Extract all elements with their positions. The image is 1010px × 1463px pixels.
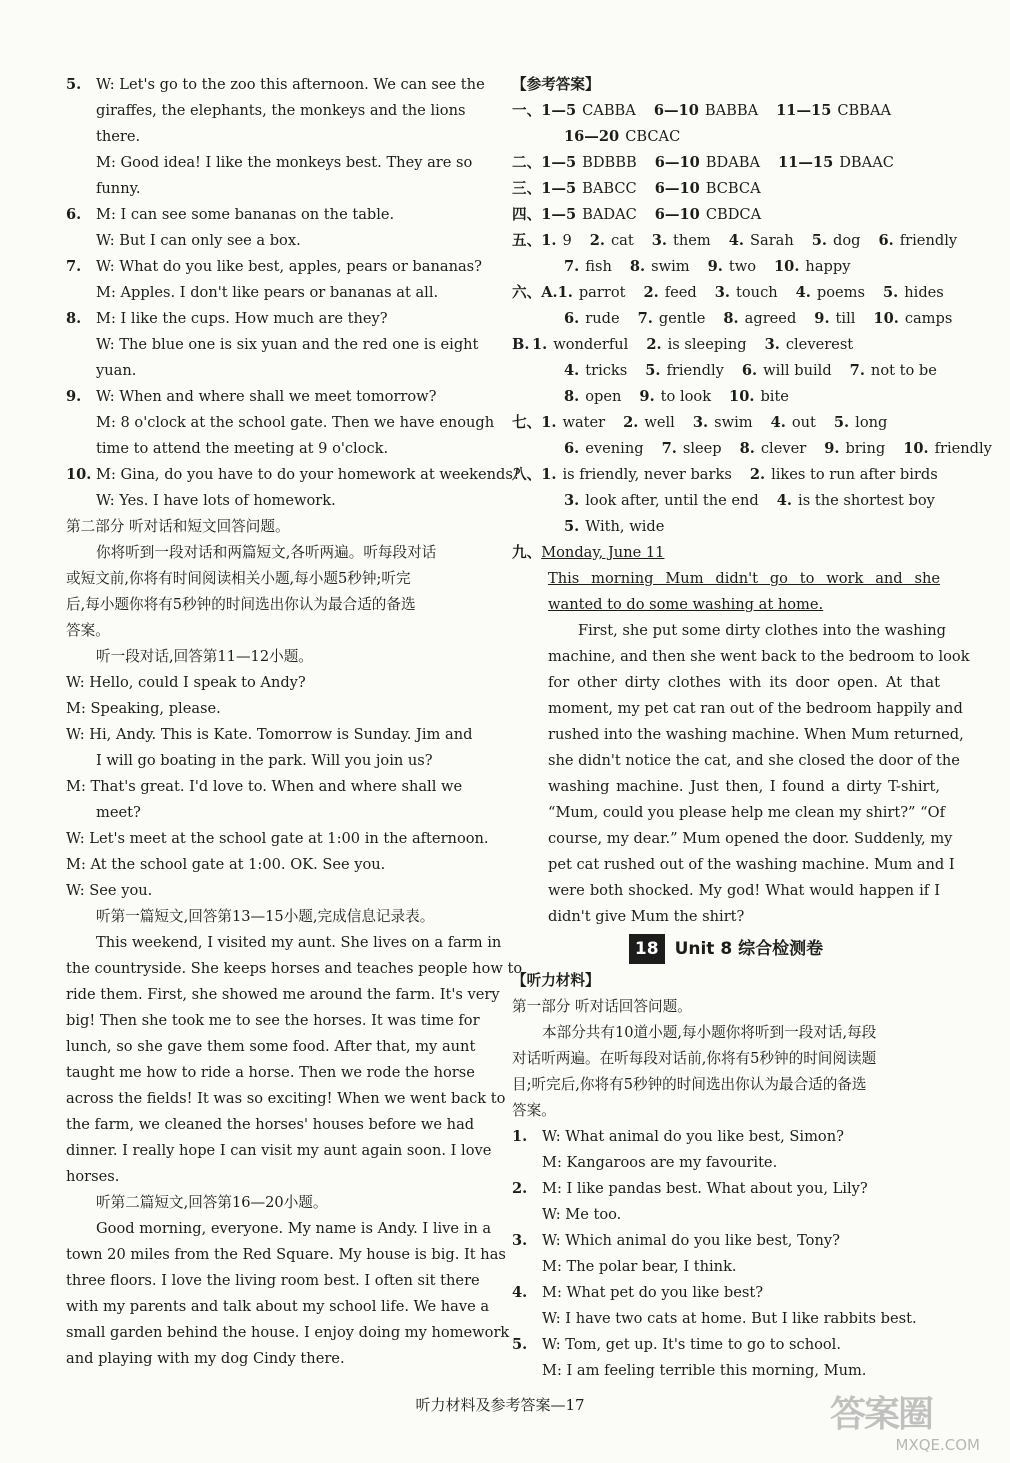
dialogue-text: W: What do you like best, apples, pears or bananas? (96, 258, 482, 275)
answer-number: 1. (541, 414, 557, 431)
answer-number: 10. (729, 388, 755, 405)
answer-number: 9. (824, 440, 840, 457)
section-label: 二、 (512, 154, 542, 171)
text-line: horses. (66, 1168, 120, 1185)
dialogue-line (66, 306, 490, 332)
composition-line: washing machine. Just then, I found a dirty T-shirt, (548, 778, 940, 795)
answer-number: 5. (883, 284, 899, 301)
text-line: I will go boating in the park. Will you join us? (96, 752, 433, 769)
text-line: W: Hi, Andy. This is Kate. Tomorrow is Sunday. Jim and (66, 726, 473, 743)
answer-value: them (673, 232, 711, 249)
answer-number: 8. (564, 388, 580, 405)
answer-value: agreed (744, 310, 797, 327)
answer-value: is sleeping (667, 336, 747, 353)
text-line: the farm, we cleaned the horses' houses before we had (66, 1116, 475, 1133)
dialogue-line: W: Me too. (542, 1206, 622, 1223)
dialogue-line: W: The blue one is six yuan and the red one is eight (96, 336, 479, 353)
answer-number: 9. (639, 388, 655, 405)
dialogue-text: W: When and where shall we meet tomorrow? (96, 388, 437, 405)
right-column (512, 72, 992, 1384)
text-line: W: Let's meet at the school gate at 1:00 in the afternoon. (66, 830, 489, 847)
dialogue-text: W: What animal do you like best, Simon? (542, 1128, 844, 1145)
part-one-title: 第一部分 听对话回答问题。 (512, 998, 692, 1015)
question-number: 10. (66, 466, 92, 483)
watermark-site: MXQE.COM (895, 1436, 980, 1454)
question-number: 5. (66, 76, 82, 93)
dialogue-line: M: I am feeling terrible this morning, Mum. (542, 1362, 867, 1379)
answer-value: swim (651, 258, 690, 275)
composition-opening-line: This morning Mum didn't go to work and she (548, 570, 940, 587)
answer-value: to look (660, 388, 712, 405)
dialogue-line (512, 1176, 940, 1202)
dialogue-line: giraffes, the elephants, the monkeys and the lions (96, 102, 466, 119)
question-number: 7. (66, 258, 82, 275)
dialogue-line (66, 384, 490, 410)
answer-number: 11—15 (778, 154, 834, 171)
answer-number: 8. (723, 310, 739, 327)
answer-value: is friendly, never barks (562, 466, 732, 483)
dialogue-text: M: I like the cups. How much are they? (96, 310, 388, 327)
dialogue-line: M: Apples. I don't like pears or bananas at all. (96, 284, 439, 301)
answer-value: out (791, 414, 816, 431)
answer-value: BADAC (582, 206, 637, 223)
dialogue-line (66, 72, 490, 98)
dialogue-line: M: Kangaroos are my favourite. (542, 1154, 778, 1171)
dialogue-line (512, 1280, 940, 1306)
answer-value: fish (585, 258, 612, 275)
answer-number: 1. (541, 232, 557, 249)
text-line: three floors. I love the living room best. I often sit there (66, 1272, 480, 1289)
answer-number: 1. (557, 284, 573, 301)
answer-number: 7. (637, 310, 653, 327)
answer-value: will build (763, 362, 832, 379)
answer-value: bring (845, 440, 886, 457)
composition-line: machine, and then she went back to the bedroom to look (548, 648, 970, 665)
answer-value: friendly (666, 362, 724, 379)
paragraph-line: This weekend, I visited my aunt. She lives on a farm in (96, 934, 502, 951)
answer-row (512, 202, 940, 228)
answer-number: 6. (564, 310, 580, 327)
composition-line: didn't give Mum the shirt? (548, 908, 745, 925)
answer-row (512, 462, 940, 488)
answer-number: 9. (707, 258, 723, 275)
text-line: 或短文前,你将有时间阅读相关小题,每小题5秒钟;听完 (66, 570, 411, 587)
dialogue-line: yuan. (96, 362, 137, 379)
section-label: B. (512, 336, 530, 353)
answer-number: 4. (728, 232, 744, 249)
text-line: dinner. I really hope I can visit my aunt again soon. I love (66, 1142, 492, 1159)
answer-number: 2. (589, 232, 605, 249)
composition-line: rushed into the washing machine. When Mum returned, (548, 726, 964, 743)
answer-number: 1—5 (541, 154, 577, 171)
dialogue-line: W: But I can only see a box. (96, 232, 301, 249)
text-line: small garden behind the house. I enjoy doing my homework (66, 1324, 510, 1341)
answer-value: 9 (562, 232, 572, 249)
part-one-dialogues (512, 1124, 940, 1384)
answer-number: 3. (692, 414, 709, 431)
question-number: 6. (66, 206, 82, 223)
answer-value: CBCAC (625, 128, 681, 145)
answer-value: touch (736, 284, 778, 301)
answer-number: 6—10 (654, 180, 700, 197)
text-line: 答案。 (66, 622, 110, 639)
answer-number: 6. (741, 362, 758, 379)
text-line: 第二部分 听对话和短文回答问题。 (66, 518, 290, 535)
answer-row (512, 280, 944, 306)
answer-number: 4. (795, 284, 811, 301)
composition-line: she didn't notice the cat, and she closed the door of the (548, 752, 960, 769)
composition-line: were both shocked. My god! What would happen if I (548, 882, 940, 899)
answer-number: 6—10 (653, 102, 699, 119)
answer-number: 1. (532, 336, 548, 353)
answer-number: 10. (903, 440, 929, 457)
answer-number: 3. (764, 336, 780, 353)
answer-number: 2. (643, 284, 659, 301)
question-number: 1. (512, 1128, 528, 1145)
composition-line: pet cat rushed out of the washing machine. Mum and I (548, 856, 955, 873)
instruction-line: 答案。 (512, 1102, 556, 1119)
answer-value: Sarah (750, 232, 794, 249)
answer-value: friendly (899, 232, 958, 249)
answer-value: evening (585, 440, 644, 457)
text-line: M: At the school gate at 1:00. OK. See you. (66, 856, 386, 873)
dialogue-text: M: I like pandas best. What about you, Lily? (542, 1180, 868, 1197)
answer-number: 16—20 (564, 128, 620, 145)
part-one-instructions (512, 1020, 940, 1124)
answer-number: 1—5 (541, 206, 577, 223)
answer-value: well (644, 414, 675, 431)
answer-key (512, 98, 992, 540)
answer-value: two (728, 258, 757, 275)
answer-number: 3. (564, 492, 580, 509)
answer-number: 2. (646, 336, 662, 353)
answer-row (512, 410, 940, 436)
page-footer: 听力材料及参考答案—17 (415, 1396, 585, 1414)
instruction-line: 本部分共有10道小题,每小题你将听到一段对话,每段 (542, 1024, 877, 1041)
answer-value: dog (833, 232, 861, 249)
text-line: lunch, so she gave them some food. After that, my aunt (66, 1038, 476, 1055)
answer-value: hides (904, 284, 944, 301)
answer-number: 7. (564, 258, 580, 275)
answer-value: cleverest (785, 336, 854, 353)
dialogue-line (512, 1332, 940, 1358)
answer-row (512, 384, 940, 410)
paragraph-line: 听一段对话,回答第11—12小题。 (96, 648, 313, 665)
answer-value: happy (805, 258, 851, 275)
section-label: 三、 (512, 180, 542, 197)
answer-number: 5. (564, 518, 580, 535)
answer-number: 1—5 (541, 102, 577, 119)
answer-value: likes to run after birds (771, 466, 938, 483)
dialogue-text: M: Gina, do you have to do your homework at weekends? (96, 466, 521, 483)
answer-number: 6. (878, 232, 894, 249)
text-line: meet? (96, 804, 141, 821)
answer-number: 8. (739, 440, 755, 457)
answer-row (512, 358, 940, 384)
answer-value: look after, until the end (585, 492, 759, 509)
unit-heading (512, 934, 940, 964)
text-line: W: See you. (66, 882, 153, 899)
answer-value: BDBBB (582, 154, 637, 171)
watermark-logo (830, 1395, 990, 1459)
answer-value: parrot (578, 284, 626, 301)
answer-number: 3. (714, 284, 731, 301)
section-label: 六、A. (512, 284, 558, 301)
text-line: ride them. First, she showed me around the farm. It's very (66, 986, 500, 1003)
answer-value: open (585, 388, 622, 405)
answer-row (512, 306, 953, 332)
dialogue-line: time to attend the meeting at 9 o'clock. (96, 440, 389, 457)
dialogue-line: M: The polar bear, I think. (542, 1258, 737, 1275)
composition-line: moment, my pet cat ran out of the bedroom happily and (548, 700, 963, 717)
dialogue-text: M: I can see some bananas on the table. (96, 206, 395, 223)
answer-value: With, wide (585, 518, 665, 535)
answer-value: is the shortest boy (798, 492, 935, 509)
text-line: across the fields! It was so exciting! When we went back to (66, 1090, 506, 1107)
answer-row (512, 150, 940, 176)
text-line: W: Hello, could I speak to Andy? (66, 674, 306, 691)
section-label: 四、 (512, 206, 542, 223)
answer-number: 5. (645, 362, 661, 379)
dialogue-line: M: Good idea! I like the monkeys best. They are so (96, 154, 473, 171)
answer-number: 4. (776, 492, 793, 509)
text-line: with my parents and talk about my school life. We have a (66, 1298, 490, 1315)
dialogue-line (66, 254, 490, 280)
text-line: the countryside. She keeps horses and teaches people how to (66, 960, 523, 977)
answer-row (512, 98, 940, 124)
watermark-mark: 答案圈 (830, 1394, 933, 1435)
question-number: 8. (66, 310, 82, 327)
answer-value: tricks (585, 362, 628, 379)
answer-value: cat (611, 232, 634, 249)
answer-number: 5. (811, 232, 828, 249)
answers-header: 【参考答案】 (512, 76, 600, 93)
answer-value: rude (585, 310, 620, 327)
answer-number: 9. (814, 310, 830, 327)
composition-date-line (512, 540, 940, 566)
answer-row (512, 332, 940, 358)
question-number: 4. (512, 1284, 528, 1301)
dialogue-line: W: Yes. I have lots of homework. (96, 492, 336, 509)
text-line: M: Speaking, please. (66, 700, 221, 717)
answer-value: BDABA (705, 154, 761, 171)
answer-number: 7. (661, 440, 677, 457)
answer-value: water (562, 414, 606, 431)
answer-row (512, 124, 940, 150)
answer-row (512, 514, 940, 540)
answer-value: wonderful (553, 336, 629, 353)
answer-number: 10. (873, 310, 899, 327)
dialogue-text: M: What pet do you like best? (542, 1284, 764, 1301)
section-label: 一、 (512, 102, 542, 119)
text-line: and playing with my dog Cindy there. (66, 1350, 345, 1367)
composition-line: First, she put some dirty clothes into the washing (578, 622, 946, 639)
answer-number: 2. (749, 466, 766, 483)
instruction-line: 目;听完后,你将有5秒钟的时间选出你认为最合适的备选 (512, 1076, 867, 1093)
answer-value: CBDCA (705, 206, 762, 223)
answer-value: till (835, 310, 856, 327)
composition-line: “Mum, could you please help me clean my shirt?” “Of (548, 804, 945, 821)
answer-value: clever (760, 440, 807, 457)
answer-value: BCBCA (705, 180, 761, 197)
composition-answer (512, 540, 970, 930)
dialogue-line (512, 1228, 940, 1254)
text-line: 后,每小题你将有5秒钟的时间选出你认为最合适的备选 (66, 596, 416, 613)
question-number: 9. (66, 388, 82, 405)
paragraph-line: Good morning, everyone. My name is Andy. I live in a (96, 1220, 492, 1237)
answer-number: 8. (629, 258, 646, 275)
answer-row (512, 436, 992, 462)
dialogue-line (512, 1124, 940, 1150)
composition-line: course, my dear.” Mum opened the door. Suddenly, my (548, 830, 953, 847)
answer-number: 3. (651, 232, 667, 249)
listening-header: 【听力材料】 (512, 972, 600, 989)
section-label: 五、 (512, 232, 542, 249)
section-label: 九、 (512, 544, 542, 561)
question-number: 5. (512, 1336, 528, 1353)
answer-value: sleep (682, 440, 722, 457)
answer-number: 5. (833, 414, 850, 431)
answer-row (512, 228, 958, 254)
answer-row (512, 488, 940, 514)
section-label: 七、 (512, 414, 542, 431)
answer-number: 1—5 (541, 180, 577, 197)
answer-value: friendly (934, 440, 992, 457)
dialogue-line: there. (96, 128, 141, 145)
dialogue-line (66, 202, 490, 228)
dialogue-text: W: Tom, get up. It's time to go to school. (542, 1336, 841, 1353)
text-line: town 20 miles from the Red Square. My house is big. It has (66, 1246, 506, 1263)
answer-number: 6. (564, 440, 580, 457)
question-number: 2. (512, 1180, 528, 1197)
answer-value: gentle (658, 310, 706, 327)
answer-value: not to be (870, 362, 937, 379)
answer-value: DBAAC (839, 154, 894, 171)
text-line: big! Then she took me to see the horses. It was time for (66, 1012, 480, 1029)
answer-number: 6—10 (654, 206, 700, 223)
answer-number: 1. (541, 466, 557, 483)
question-number: 3. (512, 1232, 528, 1249)
answer-value: long (855, 414, 888, 431)
dialogue-text: W: Which animal do you like best, Tony? (542, 1232, 840, 1249)
text-line: M: That's great. I'd love to. When and where shall we (66, 778, 463, 795)
dialogue-text: W: Let's go to the zoo this afternoon. We can see the (96, 76, 485, 93)
answer-number: 4. (770, 414, 786, 431)
answer-value: CBBAA (837, 102, 892, 119)
answer-value: CABBA (582, 102, 636, 119)
answer-row (512, 254, 940, 280)
unit-number-badge: 18 (629, 934, 665, 964)
answer-number: 6—10 (654, 154, 700, 171)
answer-number: 10. (774, 258, 800, 275)
answer-value: swim (714, 414, 753, 431)
answer-number: 7. (849, 362, 865, 379)
left-column (66, 72, 523, 1372)
composition-date: Monday, June 11 (541, 544, 665, 561)
paragraph-line: 听第一篇短文,回答第13—15小题,完成信息记录表。 (96, 908, 435, 925)
answer-number: 2. (623, 414, 639, 431)
answer-value: poems (816, 284, 865, 301)
section-label: 八、 (512, 466, 542, 483)
dialogue-line: funny. (96, 180, 141, 197)
paragraph-line: 你将听到一段对话和两篇短文,各听两遍。听每段对话 (96, 544, 437, 561)
answer-number: 11—15 (776, 102, 832, 119)
dialogue-line: M: 8 o'clock at the school gate. Then we have enough (96, 414, 495, 431)
dialogue-line (66, 462, 521, 488)
paragraph-line: 听第二篇短文,回答第16—20小题。 (96, 1194, 328, 1211)
answer-value: feed (664, 284, 697, 301)
text-line: taught me how to ride a horse. Then we rode the horse (66, 1064, 475, 1081)
answer-value: camps (904, 310, 953, 327)
composition-body (512, 618, 970, 930)
instruction-line: 对话听两遍。在听每段对话前,你将有5秒钟的时间阅读题 (512, 1050, 877, 1067)
answer-value: BABBA (704, 102, 759, 119)
unit-title: Unit 8 综合检测卷 (674, 939, 824, 959)
answer-value: BABCC (582, 180, 637, 197)
dialogue-line: W: I have two cats at home. But I like rabbits best. (542, 1310, 917, 1327)
answer-number: 4. (564, 362, 580, 379)
answer-row (512, 176, 940, 202)
composition-opening-line: wanted to do some washing at home. (548, 596, 824, 613)
answer-value: bite (760, 388, 789, 405)
composition-line: for other dirty clothes with its door open. At that (548, 674, 940, 691)
